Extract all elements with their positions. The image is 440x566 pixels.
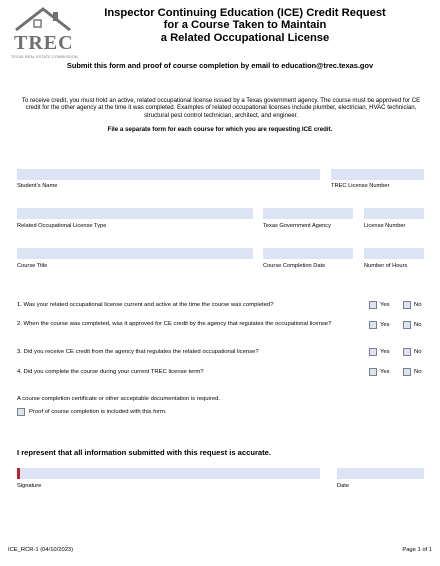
question-2-yes-label: Yes [380,322,390,328]
title-line-2: for a Course Taken to Maintain [163,19,327,32]
trec-logo [10,6,76,64]
question-4-no-label: No [414,369,422,375]
question-3-no-label: No [414,349,422,355]
question-1-no-checkbox[interactable] [403,301,411,309]
question-3: 3. Did you receive CE credit from the agency that regulates the related occupational license? [17,349,259,355]
trec-license-number-label: TREC License Number [331,183,390,189]
related-license-type-input[interactable] [17,208,253,219]
represent-statement: I represent that all information submitted with this request is accurate. [17,448,272,457]
question-4-yes-checkbox[interactable] [369,368,377,376]
form-title [90,7,400,44]
question-2-no-label: No [414,322,422,328]
question-3-yes-checkbox[interactable] [369,348,377,356]
student-name-input[interactable] [17,169,320,180]
license-number-input[interactable] [364,208,424,219]
course-title-label: Course Title [17,263,48,269]
question-2-no-checkbox[interactable] [403,321,411,329]
form-id: ICE_RCR-1 (04/10/2023) [8,547,74,553]
related-license-type-label: Related Occupational License Type [17,223,107,229]
government-agency-input[interactable] [263,208,353,219]
question-4-no-checkbox[interactable] [403,368,411,376]
license-number-label: License Number [364,223,406,229]
logo-subtext: TEXAS REAL ESTATE COMMISSION [11,55,78,59]
proof-included-label: Proof of course completion is included with this form. [29,409,167,415]
question-4-yes-label: Yes [380,369,390,375]
signature-marker [17,468,20,479]
intro-paragraph: To receive credit, you must hold an active, related occupational license issued by a Texas government agency. The course must be approved for CE credit for the other agency at the time it was completed. Examples of related occupational licenses include plumber, electrician, HVAC technician, structural pest control technician, architect, and engineer. [21,97,421,119]
question-4: 4. Did you complete the course during your current TREC license term? [17,369,204,375]
student-name-label: Student’s Name [17,183,58,189]
logo-wordmark: TREC [14,32,74,54]
question-1-yes-checkbox[interactable] [369,301,377,309]
certificate-note: A course completion certificate or other acceptable documentation is required. [17,396,221,402]
course-title-input[interactable] [17,248,253,259]
completion-date-input[interactable] [263,248,353,259]
date-input[interactable] [337,468,424,479]
separate-form-note: File a separate form for each course for which you are requesting ICE credit. [107,126,333,133]
question-1-yes-label: Yes [380,302,390,308]
signature-label: Signature [17,483,42,489]
question-1: 1. Was your related occupational license current and active at the time the course was completed? [17,302,274,308]
title-line-1: Inspector Continuing Education (ICE) Credit Request [104,7,386,19]
question-3-yes-label: Yes [380,349,390,355]
completion-date-label: Course Completion Date [263,263,326,269]
question-2: 2. When the course was completed, was it approved for CE credit by the agency that regulates the occupational license? [17,321,332,327]
question-2-yes-checkbox[interactable] [369,321,377,329]
submit-instructions: Submit this form and proof of course completion by email to education@trec.texas.gov [66,61,374,70]
number-of-hours-label: Number of Hours [364,263,408,269]
date-label: Date [337,483,350,489]
trec-license-number-input[interactable] [331,169,424,180]
page-number: Page 1 of 1 [402,547,432,553]
question-3-no-checkbox[interactable] [403,348,411,356]
title-line-3: a Related Occupational License [160,31,330,44]
question-1-no-label: No [414,302,422,308]
government-agency-label: Texas Government Agency [263,223,331,229]
proof-included-checkbox[interactable] [17,408,25,416]
signature-input[interactable] [17,468,320,479]
number-of-hours-input[interactable] [364,248,424,259]
